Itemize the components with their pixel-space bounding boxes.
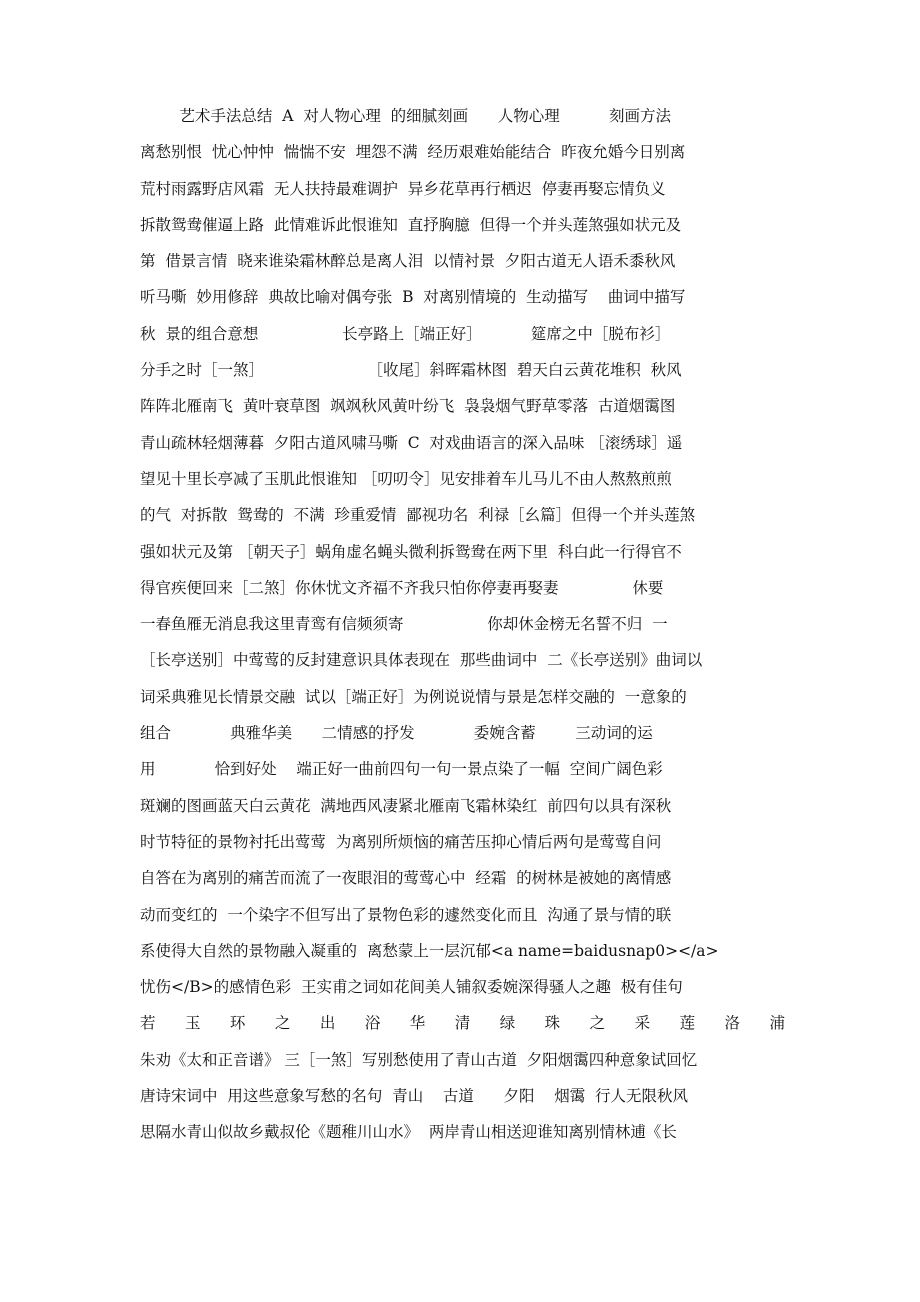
body-text — [140, 98, 785, 1151]
text-line: 分手之时［一煞］ ［收尾］斜晖霜林图 碧天白云黄花堆积 秋风 — [140, 361, 682, 380]
text-line: 组合 典雅华美 二情感的抒发 委婉含蓄 三动词的运 — [140, 724, 653, 743]
text-line: 自答在为离别的痛苦而流了一夜眼泪的莺莺心中 经霜 的树林是被她的离情感 — [140, 869, 672, 888]
text-line: ［长亭送别］中莺莺的反封建意识具体表现在 那些曲词中 二《长亭送别》曲词以 — [140, 651, 703, 670]
text-line: 斑斓的图画蓝天白云黄花 满地西风凄紧北雁南飞霜林染红 前四句以具有深秋 — [140, 796, 672, 815]
text-line: 用 恰到好处 端正好一曲前四句一句一景点染了一幅 空间广阔色彩 — [140, 760, 663, 779]
text-line: 荒村雨露野店风霜 无人扶持最难调护 异乡花草再行栖迟 停妻再娶忘情负义 — [140, 179, 666, 198]
text-line: 得官疾便回来［二煞］你休忧文齐福不齐我只怕你停妻再娶妻 休要 — [140, 578, 664, 597]
text-line: 动而变红的 一个染字不但写出了景物色彩的遽然变化而且 沟通了景与情的联 — [140, 905, 672, 924]
text-line: 青山疏林轻烟薄暮 夕阳古道风啸马嘶 C 对戏曲语言的深入品味 ［滚绣球］遥 — [140, 433, 683, 452]
text-line: 思隔水青山似故乡戴叔伦《题稚川山水》 两岸青山相送迎谁知离别情林逋《长 — [140, 1123, 677, 1142]
text-line: 若 玉 环 之 出 浴 华 清 绿 珠 之 采 莲 洛 浦 — [140, 1014, 785, 1033]
text-line: 时节特征的景物衬托出莺莺 为离别所烦恼的痛苦压抑心情后两句是莺莺自问 — [140, 832, 662, 851]
text-line: 秋 景的组合意想 长亭路上［端正好］ 筵席之中［脱布衫］ — [140, 324, 671, 343]
text-line: 阵阵北雁南飞 黄叶衰草图 飒飒秋风黄叶纷飞 袅袅烟气野草零落 古道烟霭图 — [140, 397, 676, 416]
text-line: 的气 对拆散 鸳鸯的 不满 珍重爱情 鄙视功名 利禄［幺篇］但得一个并头莲煞 — [140, 506, 696, 525]
text-line: 词采典雅见长情景交融 试以［端正好］为例说说情与景是怎样交融的 一意象的 — [140, 687, 687, 706]
text-line: 忧伤</B>的感情色彩 王实甫之词如花间美人铺叙委婉深得骚人之趣 极有佳句 — [140, 978, 683, 997]
text-line: 系使得大自然的景物融入凝重的 离愁蒙上一层沉郁<a name=baidusnap0></a> — [140, 941, 719, 960]
text-line: 一春鱼雁无消息我这里青鸾有信频须寄 你却休金榜无名誓不归 一 — [140, 615, 668, 634]
text-line: 朱劝《太和正音谱》 三［一煞］写别愁使用了青山古道 夕阳烟霭四种意象试回忆 — [140, 1050, 698, 1069]
text-line: 听马嘶 妙用修辞 典故比喻对偶夸张 B 对离别情境的 生动描写 曲词中描写 — [140, 288, 686, 307]
text-line: 唐诗宋词中 用这些意象写愁的名句 青山 古道 夕阳 烟霭 行人无限秋风 — [140, 1087, 689, 1106]
text-line: 望见十里长亭减了玉肌此恨谁知 ［叨叨令］见安排着车儿马儿不由人熬熬煎煎 — [140, 469, 672, 488]
text-line: 拆散鸳鸯催逼上路 此情难诉此恨谁知 直抒胸臆 但得一个并头莲煞强如状元及 — [140, 215, 682, 234]
text-line: 第 借景言情 晓来谁染霜林醉总是离人泪 以情衬景 夕阳古道无人语禾黍秋风 — [140, 252, 676, 271]
text-line: 强如状元及第 ［朝天子］蜗角虚名蝇头微利拆鸳鸯在两下里 科白此一行得官不 — [140, 542, 682, 561]
text-line: 离愁别恨 忧心忡忡 惴惴不安 埋怨不满 经历艰难始能结合 昨夜允婚今日别离 — [140, 143, 686, 162]
text-line: 艺术手法总结 A 对人物心理 的细腻刻画 人物心理 刻画方法 — [140, 107, 672, 125]
